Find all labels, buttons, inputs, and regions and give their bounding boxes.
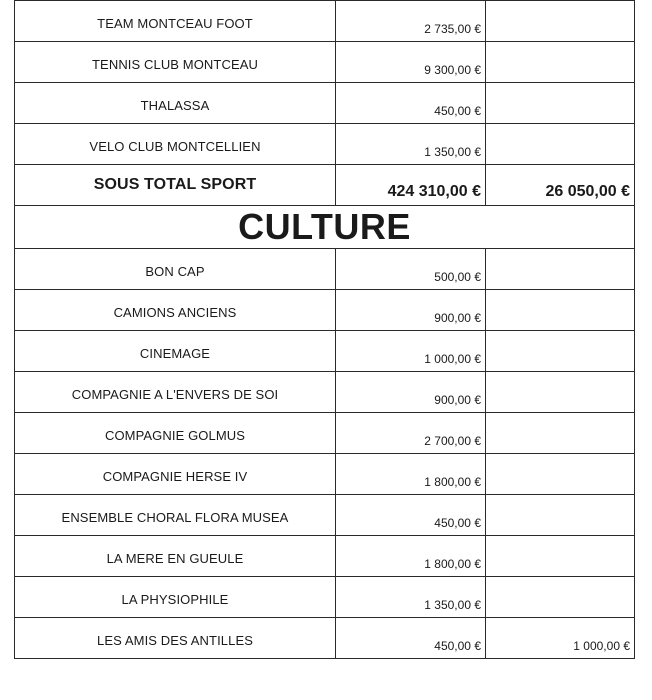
- extra-amount-cell: [486, 372, 635, 413]
- association-name: THALASSA: [140, 98, 210, 113]
- amount-cell: [336, 536, 486, 577]
- subtotal-amount: 424 310,00 €: [387, 183, 481, 200]
- table-row: [15, 536, 635, 577]
- extra-amount-cell: [486, 42, 635, 83]
- extra-amount-cell: [486, 413, 635, 454]
- association-name-cell: [15, 413, 336, 454]
- extra-amount-value: [486, 366, 634, 371]
- amount-value: 450,00 €: [434, 639, 481, 653]
- table-row: [15, 290, 635, 331]
- table-row: [15, 454, 635, 495]
- association-name-cell: [15, 1, 336, 42]
- table-row: [15, 331, 635, 372]
- extra-amount-value: [486, 36, 634, 41]
- association-name-cell: [15, 249, 336, 290]
- amount-value: 1 800,00 €: [424, 475, 481, 489]
- amount-value: 2 735,00 €: [424, 22, 481, 36]
- association-name-cell: [15, 372, 336, 413]
- subtotal-extra-cell: [486, 165, 635, 206]
- table-row: [15, 577, 635, 618]
- subtotal-extra-amount: 26 050,00 €: [545, 183, 630, 200]
- association-name: TEAM MONTCEAU FOOT: [97, 16, 253, 31]
- amount-cell: [336, 331, 486, 372]
- amount-value: 2 700,00 €: [424, 434, 481, 448]
- association-name: COMPAGNIE A L'ENVERS DE SOI: [71, 387, 279, 402]
- extra-amount-cell: [486, 536, 635, 577]
- extra-amount-value: 1 000,00 €: [573, 639, 630, 653]
- table-row: [15, 372, 635, 413]
- table-row: [15, 495, 635, 536]
- extra-amount-value: [486, 489, 634, 494]
- association-name: TENNIS CLUB MONTCEAU: [92, 57, 258, 72]
- extra-amount-value: [486, 530, 634, 535]
- association-name-cell: [15, 495, 336, 536]
- subtotal-amount-cell: [336, 165, 486, 206]
- association-name: LES AMIS DES ANTILLES: [97, 633, 253, 648]
- association-name-cell: [15, 618, 336, 659]
- table-row: [15, 1, 635, 42]
- association-name-cell: [15, 83, 336, 124]
- extra-amount-cell: [486, 249, 635, 290]
- amount-cell: [336, 413, 486, 454]
- association-name-cell: [15, 536, 336, 577]
- table-row: [15, 413, 635, 454]
- amount-value: 450,00 €: [434, 104, 481, 118]
- amount-cell: [336, 372, 486, 413]
- association-name: CAMIONS ANCIENS: [113, 305, 237, 320]
- extra-amount-cell: [486, 83, 635, 124]
- amount-value: 500,00 €: [434, 270, 481, 284]
- amount-value: 900,00 €: [434, 311, 481, 325]
- association-name: VELO CLUB MONTCELLIEN: [89, 139, 261, 154]
- extra-amount-cell: [486, 495, 635, 536]
- subsidy-table-page: [14, 0, 634, 659]
- amount-value: 1 350,00 €: [424, 598, 481, 612]
- subtotal-label: SOUS TOTAL SPORT: [93, 176, 257, 193]
- association-name: LA PHYSIOPHILE: [121, 592, 229, 607]
- amount-value: 1 000,00 €: [424, 352, 481, 366]
- extra-amount-cell: [486, 290, 635, 331]
- amount-value: 900,00 €: [434, 393, 481, 407]
- amount-cell: [336, 42, 486, 83]
- subsidy-table: [14, 0, 635, 659]
- amount-cell: [336, 1, 486, 42]
- section-heading-row: [15, 206, 635, 249]
- association-name: LA MERE EN GUEULE: [106, 551, 244, 566]
- association-name-cell: [15, 290, 336, 331]
- subtotal-row: [15, 165, 635, 206]
- association-name-cell: [15, 42, 336, 83]
- extra-amount-value: [486, 448, 634, 453]
- association-name-cell: [15, 331, 336, 372]
- amount-cell: [336, 577, 486, 618]
- table-row: [15, 124, 635, 165]
- association-name: COMPAGNIE HERSE IV: [102, 469, 248, 484]
- extra-amount-value: [486, 284, 634, 289]
- extra-amount-value: [486, 77, 634, 82]
- amount-value: 450,00 €: [434, 516, 481, 530]
- amount-cell: [336, 495, 486, 536]
- table-row: [15, 249, 635, 290]
- subtotal-label-cell: [15, 165, 336, 206]
- amount-cell: [336, 83, 486, 124]
- association-name-cell: [15, 577, 336, 618]
- extra-amount-cell: [486, 1, 635, 42]
- amount-cell: [336, 454, 486, 495]
- extra-amount-value: [486, 571, 634, 576]
- association-name-cell: [15, 124, 336, 165]
- table-row: [15, 42, 635, 83]
- extra-amount-cell: [486, 577, 635, 618]
- amount-cell: [336, 290, 486, 331]
- association-name: BON CAP: [145, 264, 205, 279]
- extra-amount-cell: [486, 124, 635, 165]
- extra-amount-value: [486, 118, 634, 123]
- extra-amount-cell: [486, 454, 635, 495]
- extra-amount-value: [486, 159, 634, 164]
- section-title: CULTURE: [15, 206, 635, 249]
- amount-value: 9 300,00 €: [424, 63, 481, 77]
- amount-cell: [336, 618, 486, 659]
- extra-amount-value: [486, 612, 634, 617]
- extra-amount-value: [486, 407, 634, 412]
- amount-value: 1 350,00 €: [424, 145, 481, 159]
- extra-amount-cell: [486, 618, 635, 659]
- table-row: [15, 83, 635, 124]
- table-row: [15, 618, 635, 659]
- association-name-cell: [15, 454, 336, 495]
- association-name: COMPAGNIE GOLMUS: [104, 428, 246, 443]
- amount-cell: [336, 249, 486, 290]
- extra-amount-value: [486, 325, 634, 330]
- association-name: CINEMAGE: [139, 346, 211, 361]
- extra-amount-cell: [486, 331, 635, 372]
- association-name: ENSEMBLE CHORAL FLORA MUSEA: [61, 510, 289, 525]
- amount-cell: [336, 124, 486, 165]
- amount-value: 1 800,00 €: [424, 557, 481, 571]
